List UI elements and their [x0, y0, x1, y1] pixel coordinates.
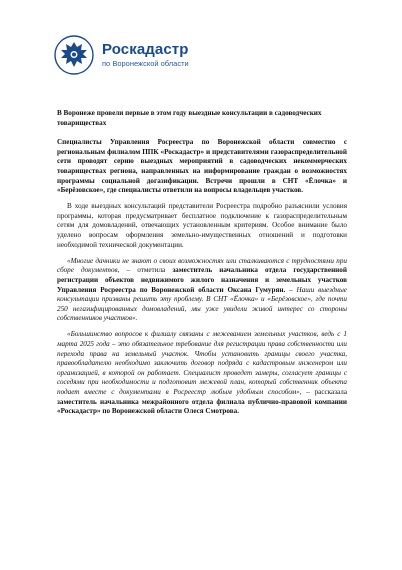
speaker-1: заместитель начальника отдела государственной регистрации объектов недвижимого жилого назначения и земельных участков Управления Росреестра по Воронежской области Оксана Гумурян.: [57, 266, 347, 294]
paragraph-3: [57, 257, 347, 324]
paragraph-2: В ходе выездных консультаций представители Росреестра подробно разъяснили условия программы, которая предусматривает бесплатное подключение к газораспределительным сетям для домовладений, отвечающих установленным критериям. Особое внимание было уделено вопросам оформления земельно-имущественных отношений и подготовки необходимой технической документации.: [57, 202, 347, 249]
attribution-1: – отметила: [126, 266, 173, 275]
brand-subtitle: по Воронежской области: [102, 58, 189, 68]
attribution-2: – рассказала: [306, 387, 347, 396]
article-lead: Специалисты Управления Росреестра по Воронежской области совместно с региональным филиалом ППК «Роскадастр» и представителями газораспределительной сети проводят серию выездных мероприятий в садоводческих некоммерческих товариществах региона, направленных на информирование граждан о возможностях программы социальной догазификации. Встречи прошли в СНТ «Ёлочка» и «Берёзовское», где специалисты ответили на вопросы владельцев участков.: [57, 138, 347, 195]
brand-block: [102, 42, 189, 69]
speaker-2: заместитель начальника межрайонного отдела филиала публично-правовой компании «Роскадастр» по Воронежской области Олеся Смотрова.: [57, 397, 347, 416]
header: [54, 30, 189, 80]
quote-1-part-2: – Наши выездные консультации призваны решить эту проблему. В СНТ «Ёлочка» и «Берёзовское», где почти 250 негазифицированных домовладений, мы уже увидели живой интерес со стороны собственников участков».: [57, 285, 347, 323]
article-body: [57, 109, 347, 423]
paragraph-4: [57, 330, 347, 416]
eagle-emblem-icon: [54, 35, 94, 75]
brand-name: Роскадастр: [102, 40, 189, 58]
article-title: В Воронеже провели первые в этом году выездные консультации в садоводческих товариществах: [57, 109, 322, 127]
quote-1-part-1: «Многие дачники не знают о своих возможностях или сталкиваются с трудностями при сборе документов,: [57, 256, 347, 275]
quote-2: «Большинство вопросов к филиалу связаны с межеванием земельных участков, ведь с 1 марта 2025 года – это обязательное требование для регистрации права собственности или перехода права на земельный участок. Чтобы установить границы своего участка, правообладателю необходимо заключить договор подряда с кадастровым инженером или организацией, в которой он работает. Специалист проведет замеры, согласует границы с соседями при необходимости и подготовит межевой план, который собственник объекта подает вместе с документами в Росреестр любым удобным способом»,: [57, 330, 347, 396]
